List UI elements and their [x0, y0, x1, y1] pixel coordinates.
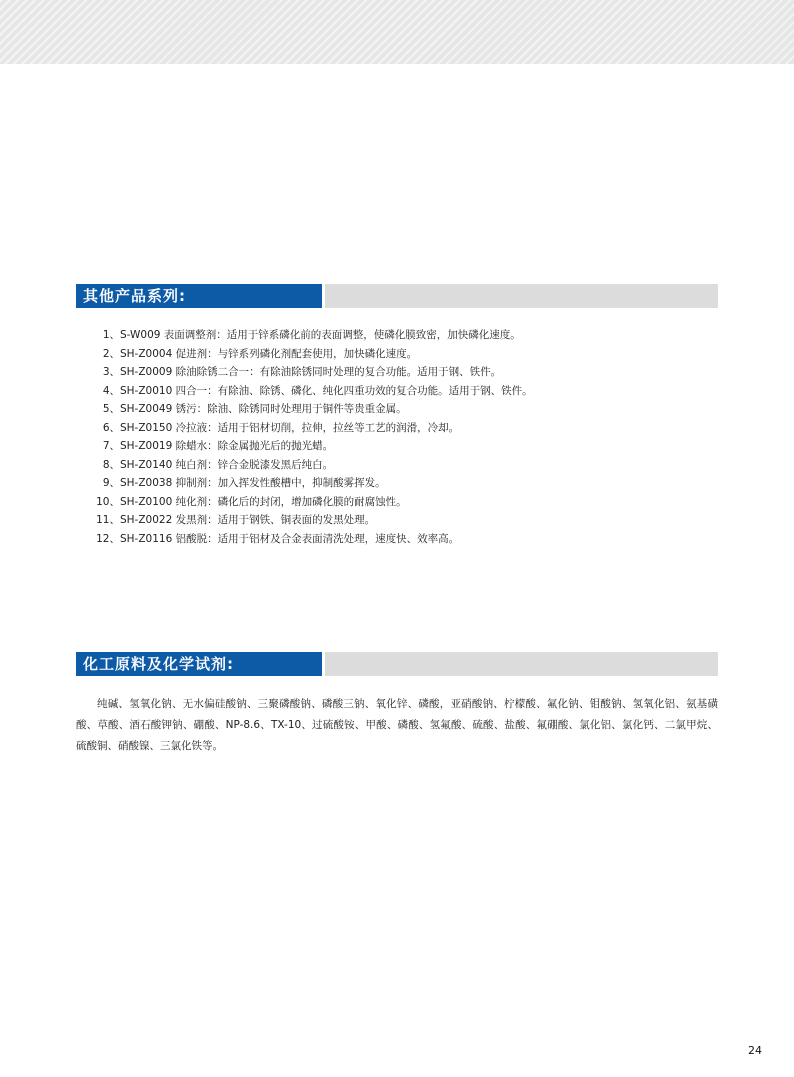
- item-number: 1、: [102, 329, 120, 341]
- item-text: SH-Z0009 除油除锈二合一：有除油除锈同时处理的复合功能。适用于钢、铁件。: [120, 366, 502, 378]
- section-title: 其他产品系列:: [76, 284, 322, 308]
- item-text: SH-Z0140 纯白剂：锌合金脱漆发黑后纯白。: [120, 458, 334, 471]
- item-text: SH-Z0100 纯化剂：磷化后的封闭，增加磷化膜的耐腐蚀性。: [120, 495, 407, 508]
- list-item: [90, 345, 720, 364]
- item-number: 5、: [102, 403, 120, 415]
- section-title: 化工原料及化学试剂:: [76, 652, 322, 676]
- list-item: [90, 382, 720, 401]
- item-number: 7、: [102, 440, 120, 452]
- list-item: [90, 400, 720, 419]
- product-list: [90, 326, 720, 548]
- section-title-divider: [322, 652, 325, 676]
- item-text: SH-Z0010 四合一：有除油、除锈、磷化、纯化四重功效的复合功能。适用于钢、铁件。: [120, 384, 533, 397]
- header-band: [0, 0, 794, 64]
- list-item: [90, 511, 720, 530]
- item-number: 3、: [102, 366, 120, 378]
- item-number: 4、: [102, 384, 120, 397]
- item-text: SH-Z0019 除蜡水：除金属抛光后的抛光蜡。: [120, 440, 334, 452]
- list-item: [90, 456, 720, 475]
- section-header-chemicals: [76, 652, 718, 676]
- item-number: 2、: [102, 347, 120, 360]
- list-item: [90, 363, 720, 382]
- item-text: SH-Z0049 锈污：除油、除锈同时处理用于铜件等贵重金属。: [120, 403, 407, 415]
- page-number: 24: [748, 1044, 762, 1057]
- item-text: SH-Z0150 冷拉液：适用于铝材切削，拉伸，拉丝等工艺的润滑，冷却。: [120, 421, 460, 434]
- chemicals-paragraph: 纯碱、氢氧化钠、无水偏硅酸钠、三聚磷酸钠、磷酸三钠、氧化锌、磷酸，亚硝酸钠、柠檬酸、氟化钠、钼酸钠、氢氧化铝、氨基磺酸、草酸、酒石酸钾钠、硼酸、NP-8.6、TX-10、过硫酸铵、甲酸、磷酸、氢氟酸、硫酸、盐酸、氟硼酸、氯化铝、氯化钙、二氯甲烷、硫酸铜、硝酸镍、三氯化铁等。: [76, 698, 718, 752]
- list-item: [90, 493, 720, 512]
- item-text: SH-Z0116 铝酸脱：适用于铝材及合金表面清洗处理，速度快、效率高。: [120, 532, 460, 545]
- item-number: 8、: [102, 458, 120, 471]
- item-number: 12、: [96, 532, 120, 545]
- list-item: [90, 437, 720, 456]
- item-number: 11、: [96, 514, 120, 526]
- list-item: [90, 326, 720, 345]
- item-text: S-W009 表面调整剂：适用于锌系磷化前的表面调整，使磷化膜致密，加快磷化速度。: [120, 329, 521, 341]
- section-title-divider: [322, 284, 325, 308]
- item-number: 9、: [102, 477, 120, 489]
- section-header-other-products: [76, 284, 718, 308]
- list-item: [90, 530, 720, 549]
- item-text: SH-Z0004 促进剂：与锌系列磷化剂配套使用，加快磷化速度。: [120, 347, 418, 360]
- list-item: [90, 419, 720, 438]
- item-number: 10、: [96, 495, 120, 508]
- item-number: 6、: [102, 421, 120, 434]
- item-text: SH-Z0022 发黑剂：适用于钢铁、铜表面的发黑处理。: [120, 514, 376, 526]
- item-text: SH-Z0038 抑制剂：加入挥发性酸槽中，抑制酸雾挥发。: [120, 477, 386, 489]
- list-item: [90, 474, 720, 493]
